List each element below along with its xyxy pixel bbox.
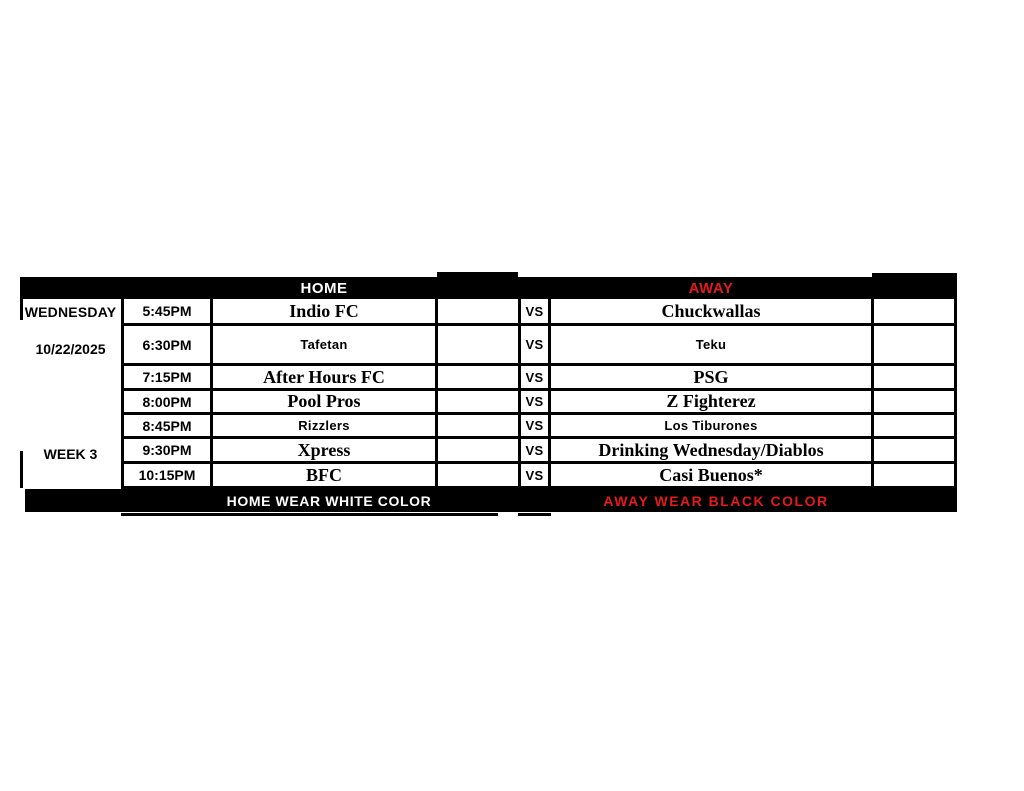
schedule-table xyxy=(20,277,957,522)
match-time: 8:45PM xyxy=(124,415,210,436)
empty-cell xyxy=(438,415,518,436)
header-border-stub-left xyxy=(437,272,518,278)
date-label: 10/22/2025 xyxy=(35,341,106,357)
empty-cell xyxy=(874,439,954,461)
empty-cell xyxy=(874,391,954,412)
empty-cell xyxy=(874,464,954,486)
empty-cell xyxy=(438,366,518,388)
match-time: 6:30PM xyxy=(124,326,210,363)
left-border-stub-top xyxy=(20,299,23,320)
away-team: Drinking Wednesday/Diablos xyxy=(551,439,871,461)
home-team: BFC xyxy=(213,464,435,486)
empty-cell xyxy=(874,326,954,363)
vs-label: VS xyxy=(521,366,548,388)
header-border-stub-right xyxy=(872,273,957,278)
match-time: 10:15PM xyxy=(124,464,210,486)
match-time: 7:15PM xyxy=(124,366,210,388)
away-team: Teku xyxy=(551,326,871,363)
away-team: Casi Buenos* xyxy=(551,464,871,486)
schedule-grid xyxy=(121,299,957,489)
away-team: Los Tiburones xyxy=(551,415,871,436)
empty-cell xyxy=(438,464,518,486)
match-time: 8:00PM xyxy=(124,391,210,412)
header-band xyxy=(20,277,957,299)
match-time: 9:30PM xyxy=(124,439,210,461)
vs-label: VS xyxy=(521,464,548,486)
empty-cell xyxy=(874,415,954,436)
home-column-header: HOME xyxy=(300,279,348,297)
home-team: Tafetan xyxy=(213,326,435,363)
weekday-label: WEDNESDAY xyxy=(24,304,117,320)
away-column-header: AWAY xyxy=(688,279,734,297)
empty-cell xyxy=(874,366,954,388)
bottom-border-stub-left xyxy=(121,513,498,516)
date-panel xyxy=(20,299,121,489)
vs-label: VS xyxy=(521,439,548,461)
bottom-border-stub-vs xyxy=(518,513,551,516)
vs-label: VS xyxy=(521,415,548,436)
empty-cell xyxy=(874,299,954,323)
away-uniform-note: AWAY WEAR BLACK COLOR xyxy=(603,492,829,509)
vs-label: VS xyxy=(521,326,548,363)
match-time: 5:45PM xyxy=(124,299,210,323)
vs-label: VS xyxy=(521,391,548,412)
left-border-stub-bottom xyxy=(20,451,23,488)
empty-cell xyxy=(438,391,518,412)
away-team: PSG xyxy=(551,366,871,388)
empty-cell xyxy=(438,439,518,461)
empty-cell xyxy=(438,299,518,323)
home-team: Pool Pros xyxy=(213,391,435,412)
away-team: Chuckwallas xyxy=(551,299,871,323)
week-label: WEEK 3 xyxy=(43,446,98,462)
home-team: Indio FC xyxy=(213,299,435,323)
home-uniform-note: HOME WEAR WHITE COLOR xyxy=(226,492,432,509)
home-team: Rizzlers xyxy=(213,415,435,436)
empty-cell xyxy=(438,326,518,363)
footer-band xyxy=(25,489,957,512)
vs-label: VS xyxy=(521,299,548,323)
home-team: Xpress xyxy=(213,439,435,461)
away-team: Z Fighterez xyxy=(551,391,871,412)
home-team: After Hours FC xyxy=(213,366,435,388)
